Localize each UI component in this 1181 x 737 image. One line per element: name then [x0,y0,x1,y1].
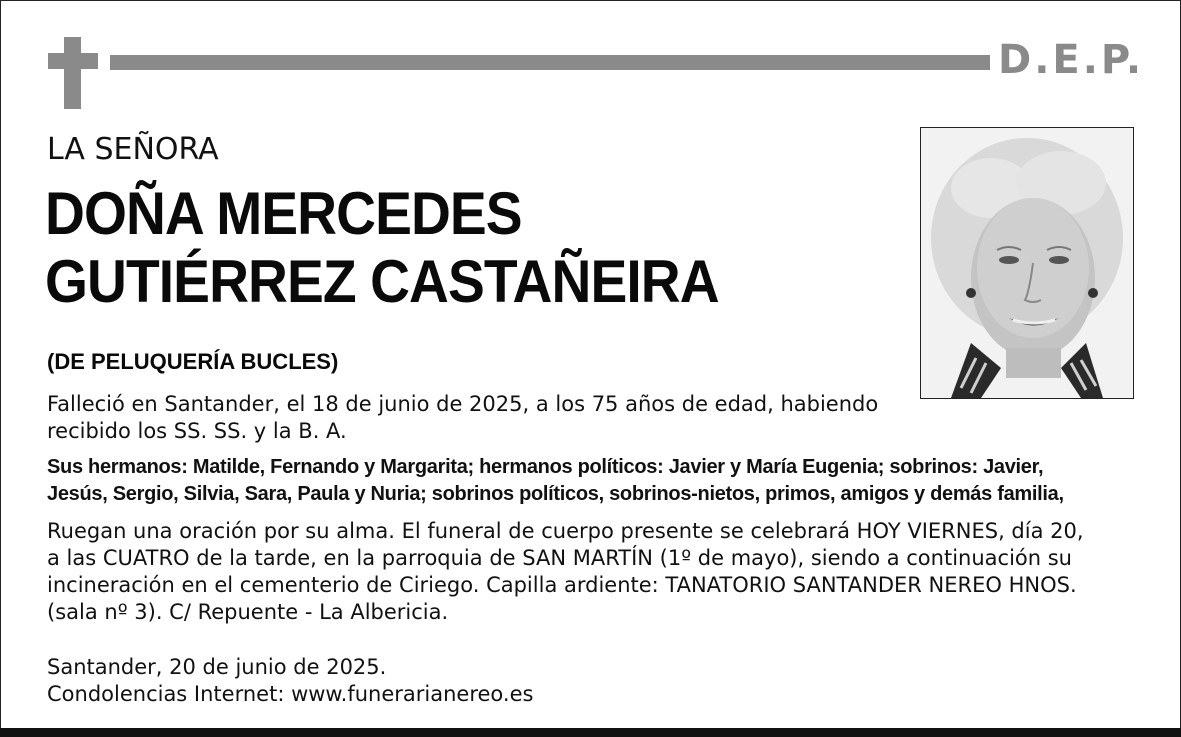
bottom-rule [0,728,1181,737]
death-notice-text [47,391,878,445]
portrait-icon [921,128,1133,398]
dep-label: D.E.P. [998,37,1145,83]
family-text [47,454,1064,508]
family-line: Jesús, Sergio, Silvia, Sara, Paula y Nuria; sobrinos políticos, sobrinos-nietos, primos, amigos y demás familia, [47,483,1064,505]
deceased-name [45,180,719,316]
deceased-alias: (DE PELUQUERÍA BUCLES) [47,349,339,374]
condolences-link[interactable]: Condolencias Internet: www.funerarianereo.es [47,682,534,706]
portrait-photo [920,127,1134,399]
footer-text [47,654,533,708]
family-line: Sus hermanos: Matilde, Fernando y Margarita; hermanos políticos: Javier y María Eugenia; sobrinos: Javier, [47,456,1044,478]
header-rule [110,55,990,70]
funeral-line: a las CUATRO de la tarde, en la parroquia de SAN MARTÍN (1º de mayo), siendo a continuación su [47,546,1072,570]
cross-icon [48,37,98,109]
funeral-line: (sala nº 3). C/ Repuente - La Albericia. [47,600,449,624]
death-notice-line: Falleció en Santander, el 18 de junio de 2025, a los 75 años de edad, habiendo [47,392,879,416]
deceased-name-line-1: DOÑA MERCEDES [45,180,522,247]
place-date: Santander, 20 de junio de 2025. [47,655,387,679]
salutation: LA SEÑORA [47,132,219,167]
funeral-text [47,518,1084,626]
funeral-line: Ruegan una oración por su alma. El funeral de cuerpo presente se celebrará HOY VIERNES, día 20, [47,519,1084,543]
funeral-line: incineración en el cementerio de Ciriego. Capilla ardiente: TANATORIO SANTANDER NEREO HNOS. [47,573,1077,597]
deceased-name-line-2: GUTIÉRREZ CASTAÑEIRA [45,248,719,315]
death-notice-line: recibido los SS. SS. y la B. A. [47,419,347,443]
